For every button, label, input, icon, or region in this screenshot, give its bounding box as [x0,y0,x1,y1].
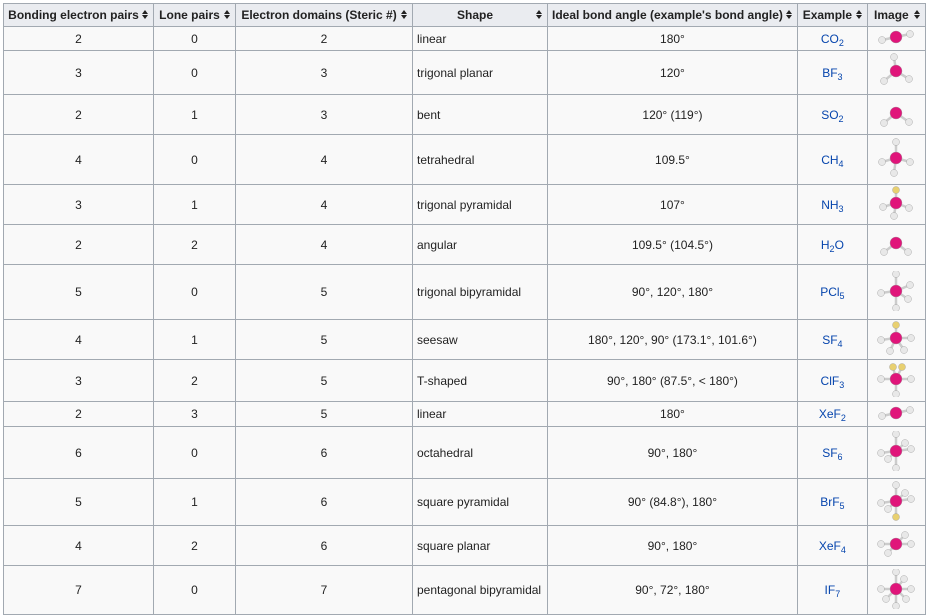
cell-bond-angle: 90°, 180° [548,427,798,479]
cell-lone-pairs: 1 [154,479,236,526]
cell-bonding-pairs: 4 [4,135,154,185]
table-row [4,320,926,360]
header-shape[interactable] [413,4,548,27]
vsepr-table [3,3,926,615]
bent-molecule-icon[interactable] [876,95,916,134]
formula-base: ClF [820,373,840,388]
trigonal-pyramidal-molecule-icon[interactable] [876,185,916,224]
cell-electron-domains: 4 [236,185,413,225]
cell-lone-pairs: 2 [154,225,236,265]
cell-lone-pairs: 2 [154,526,236,566]
cell-bonding-pairs: 2 [4,225,154,265]
formula-subscript: 6 [837,451,843,462]
header-label: Example [802,8,853,22]
cell-shape: square pyramidal [413,479,548,526]
example-formula-link[interactable] [821,198,843,212]
cell-bond-angle: 90°, 180° (87.5°, < 180°) [548,360,798,402]
cell-bonding-pairs: 6 [4,427,154,479]
cell-example [797,526,867,566]
formula-subscript: 4 [837,338,843,349]
cell-bonding-pairs: 2 [4,27,154,51]
header-bonding-pairs[interactable] [4,4,154,27]
header-label: Image [874,8,909,22]
cell-lone-pairs: 0 [154,135,236,185]
header-image[interactable] [867,4,925,27]
table-body [4,27,926,615]
cell-electron-domains: 3 [236,51,413,95]
cell-electron-domains: 3 [236,95,413,135]
formula-subscript: 7 [835,589,841,599]
example-formula-link[interactable] [819,407,846,421]
cell-lone-pairs: 0 [154,51,236,95]
cell-shape: linear [413,27,548,51]
header-row [4,4,926,27]
cell-electron-domains: 4 [236,135,413,185]
table-row [4,526,926,566]
tetrahedral-molecule-icon[interactable] [876,138,916,181]
cell-bond-angle: 120° (119°) [548,95,798,135]
cell-lone-pairs: 2 [154,360,236,402]
cell-image [867,479,925,526]
example-formula-link[interactable] [821,32,844,46]
table-row [4,479,926,526]
cell-shape: trigonal bipyramidal [413,265,548,320]
cell-example [797,427,867,479]
cell-bond-angle: 90°, 120°, 180° [548,265,798,320]
cell-shape: square planar [413,526,548,566]
example-formula-link[interactable] [822,446,842,460]
cell-example [797,265,867,320]
pentagonal-bipyramidal-molecule-icon[interactable] [876,569,916,612]
cell-image [867,27,925,51]
cell-shape: tetrahedral [413,135,548,185]
cell-bond-angle: 120° [548,51,798,95]
example-formula-link[interactable] [819,539,846,553]
example-formula-link[interactable] [825,583,841,597]
sort-both-icon[interactable] [401,10,408,19]
cell-example [797,320,867,360]
example-formula-link[interactable] [821,108,843,122]
cell-electron-domains: 4 [236,225,413,265]
cell-example [797,95,867,135]
formula-subscript: 3 [838,203,844,214]
cell-image [867,135,925,185]
trigonal-bipyramidal-molecule-icon[interactable] [876,271,916,314]
cell-electron-domains: 6 [236,427,413,479]
cell-electron-domains: 5 [236,360,413,402]
cell-image [867,95,925,135]
cell-shape: bent [413,95,548,135]
cell-image [867,427,925,479]
header-label: Lone pairs [159,8,220,22]
cell-image [867,320,925,360]
table-row [4,51,926,95]
formula-base: BrF [820,495,840,509]
cell-bond-angle: 90° (84.8°), 180° [548,479,798,526]
cell-lone-pairs: 1 [154,185,236,225]
cell-image [867,566,925,615]
sort-both-icon[interactable] [856,10,863,19]
sort-both-icon[interactable] [786,10,793,19]
cell-shape: trigonal planar [413,51,548,95]
t-shaped-molecule-icon[interactable] [876,361,916,400]
cell-shape: octahedral [413,427,548,479]
table-row [4,27,926,51]
cell-example [797,185,867,225]
trigonal-planar-molecule-icon[interactable] [876,53,916,92]
table-row [4,135,926,185]
table-row [4,360,926,402]
sort-both-icon[interactable] [142,10,149,19]
cell-bonding-pairs: 7 [4,566,154,615]
example-formula-link[interactable] [821,374,845,388]
table-row [4,225,926,265]
octahedral-molecule-icon[interactable] [876,431,916,474]
cell-bond-angle: 90°, 180° [548,526,798,566]
table-row [4,265,926,320]
formula-base: XeF [818,538,841,553]
cell-example [797,27,867,51]
header-label: Shape [456,8,493,22]
cell-shape: angular [413,225,548,265]
header-electron-domains[interactable] [236,4,413,27]
cell-electron-domains: 5 [236,265,413,320]
angular-molecule-icon[interactable] [876,225,916,264]
cell-image [867,526,925,566]
formula-subscript: 2 [838,37,844,48]
cell-example [797,51,867,95]
cell-electron-domains: 2 [236,27,413,51]
cell-bonding-pairs: 3 [4,51,154,95]
formula-base: CH [821,152,839,167]
cell-image [867,51,925,95]
formula-subscript: 4 [840,544,846,555]
cell-bonding-pairs: 5 [4,265,154,320]
header-bond-angle[interactable] [548,4,798,27]
formula-subscript: 5 [839,501,845,511]
cell-example [797,402,867,427]
cell-electron-domains: 7 [236,566,413,615]
formula-base: NH [821,197,839,212]
cell-bond-angle: 109.5° [548,135,798,185]
cell-example [797,135,867,185]
cell-shape: trigonal pyramidal [413,185,548,225]
cell-image [867,225,925,265]
cell-bond-angle: 180°, 120°, 90° (173.1°, 101.6°) [548,320,798,360]
header-lone-pairs[interactable] [154,4,236,27]
cell-bond-angle: 109.5° (104.5°) [548,225,798,265]
formula-subscript: 4 [838,158,844,169]
formula-base: SO [821,107,839,122]
formula-base: IF [824,583,836,597]
cell-bonding-pairs: 4 [4,320,154,360]
example-formula-link[interactable] [822,66,842,80]
cell-shape: T-shaped [413,360,548,402]
cell-example [797,225,867,265]
formula-base: SF [822,445,838,460]
formula-subscript: 3 [839,379,845,390]
cell-bond-angle: 90°, 72°, 180° [548,566,798,615]
table-row [4,185,926,225]
cell-example [797,479,867,526]
cell-lone-pairs: 1 [154,320,236,360]
cell-lone-pairs: 1 [154,95,236,135]
header-label: Ideal bond angle (example's bond angle) [552,8,783,22]
example-formula-link[interactable] [822,333,842,347]
table-row [4,402,926,427]
linear-molecule-icon[interactable] [876,28,916,49]
table-row [4,566,926,615]
formula-subscript: 2 [838,113,844,124]
table-row [4,427,926,479]
cell-shape: linear [413,402,548,427]
cell-bond-angle: 107° [548,185,798,225]
header-label: Bonding electron pairs [8,8,139,22]
cell-bonding-pairs: 2 [4,402,154,427]
square-planar-molecule-icon[interactable] [876,526,916,565]
formula-base: CO [820,31,839,46]
formula-base: BF [822,65,838,80]
formula-base: H [820,237,830,252]
cell-image [867,360,925,402]
formula-subscript: 2 [829,243,835,254]
cell-electron-domains: 6 [236,526,413,566]
formula-tail: O [834,237,844,252]
cell-bond-angle: 180° [548,402,798,427]
cell-electron-domains: 5 [236,320,413,360]
formula-base: XeF [818,407,841,421]
square-pyramidal-molecule-icon[interactable] [876,481,916,524]
cell-example [797,360,867,402]
sort-both-icon[interactable] [536,10,543,19]
cell-lone-pairs: 0 [154,427,236,479]
linear-molecule-icon[interactable] [876,404,916,425]
formula-subscript: 2 [840,413,846,423]
sort-both-icon[interactable] [224,10,231,19]
table-row [4,95,926,135]
sort-both-icon[interactable] [914,10,921,19]
formula-subscript: 5 [839,291,845,301]
cell-image [867,185,925,225]
example-formula-link[interactable] [821,153,843,167]
cell-bonding-pairs: 5 [4,479,154,526]
cell-bonding-pairs: 2 [4,95,154,135]
header-label: Electron domains (Steric #) [241,8,397,22]
formula-base: SF [822,332,838,347]
formula-base: PCl [820,285,840,299]
cell-lone-pairs: 0 [154,265,236,320]
formula-subscript: 3 [837,71,843,82]
cell-electron-domains: 5 [236,402,413,427]
cell-shape: pentagonal bipyramidal [413,566,548,615]
cell-bond-angle: 180° [548,27,798,51]
cell-bonding-pairs: 3 [4,360,154,402]
cell-example [797,566,867,615]
cell-lone-pairs: 0 [154,27,236,51]
cell-electron-domains: 6 [236,479,413,526]
seesaw-molecule-icon[interactable] [876,320,916,359]
cell-lone-pairs: 0 [154,566,236,615]
cell-bonding-pairs: 4 [4,526,154,566]
example-formula-link[interactable] [821,238,844,252]
header-example[interactable] [797,4,867,27]
cell-image [867,265,925,320]
cell-bonding-pairs: 3 [4,185,154,225]
example-formula-link[interactable] [820,285,844,299]
cell-lone-pairs: 3 [154,402,236,427]
cell-shape: seesaw [413,320,548,360]
cell-image [867,402,925,427]
example-formula-link[interactable] [820,495,844,509]
